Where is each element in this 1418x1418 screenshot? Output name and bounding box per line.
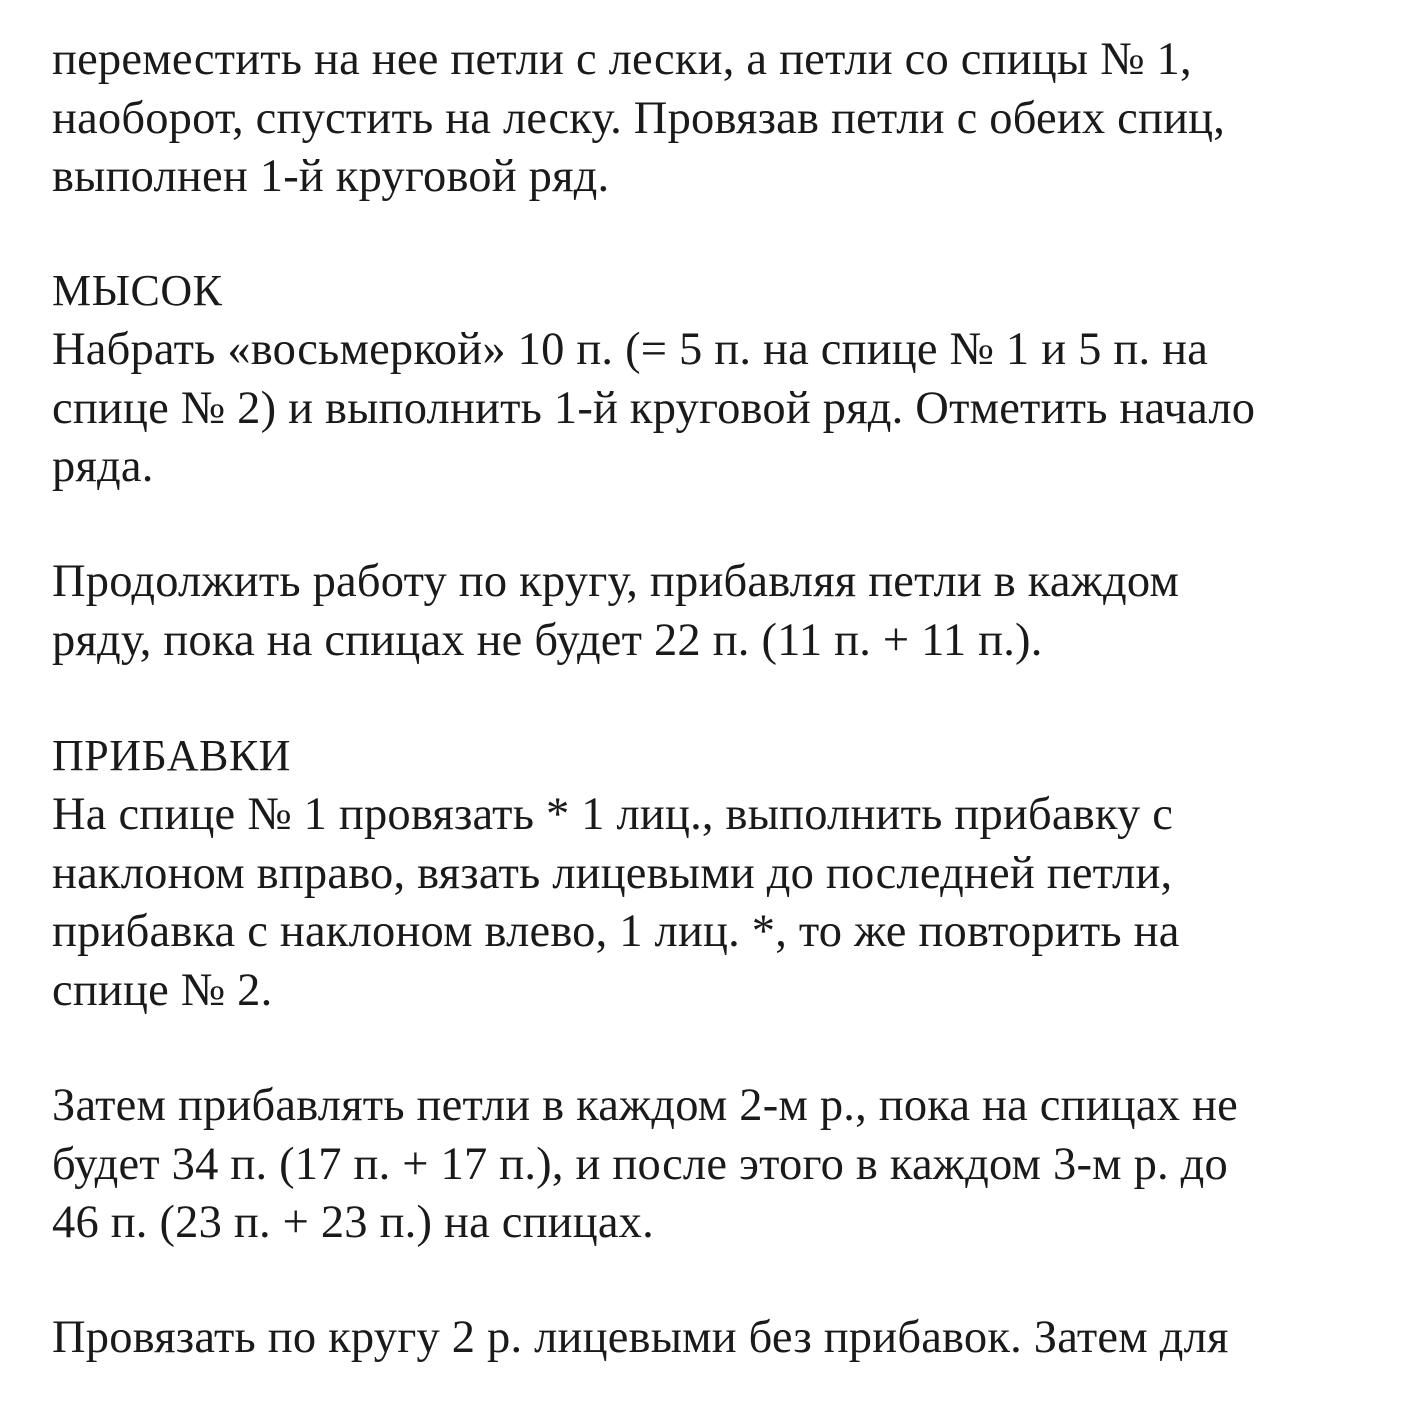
text-line: наклоном вправо, вязать лицевыми до последней петли,	[52, 848, 1173, 899]
text-line: Набрать «восьмеркой» 10 п. (= 5 п. на спице № 1 и 5 п. на	[52, 324, 1209, 375]
section-heading-pribavki: ПРИБАВКИ	[52, 731, 291, 780]
text-line: наоборот, спустить на леску. Провязав петли с обеих спиц,	[52, 93, 1226, 144]
text-line: Провязать по кругу 2 р. лицевыми без прибавок. Затем для	[52, 1312, 1229, 1363]
text-line: 46 п. (23 п. + 23 п.) на спицах.	[52, 1197, 654, 1248]
text-line: Продолжить работу по кругу, прибавляя петли в каждом	[52, 556, 1180, 607]
section-heading-mysok: МЫСОК	[52, 266, 223, 315]
text-line: переместить на нее петли с лески, а петли со спицы № 1,	[52, 34, 1192, 85]
text-line: спице № 2) и выполнить 1-й круговой ряд. Отметить начало	[52, 383, 1256, 434]
text-line: прибавка с наклоном влево, 1 лиц. *, то же повторить на	[52, 906, 1180, 957]
text-line: выполнен 1-й круговой ряд.	[52, 151, 610, 202]
text-line: ряду, пока на спицах не будет 22 п. (11 п. + 11 п.).	[52, 615, 1043, 666]
text-line: Затем прибавлять петли в каждом 2-м р., пока на спицах не	[52, 1080, 1238, 1131]
text-line: будет 34 п. (17 п. + 17 п.), и после этого в каждом 3-м р. до	[52, 1139, 1228, 1190]
text-line: На спице № 1 провязать * 1 лиц., выполнить прибавку с	[52, 789, 1174, 840]
text-line: ряда.	[52, 441, 154, 492]
text-line: спице № 2.	[52, 965, 273, 1016]
